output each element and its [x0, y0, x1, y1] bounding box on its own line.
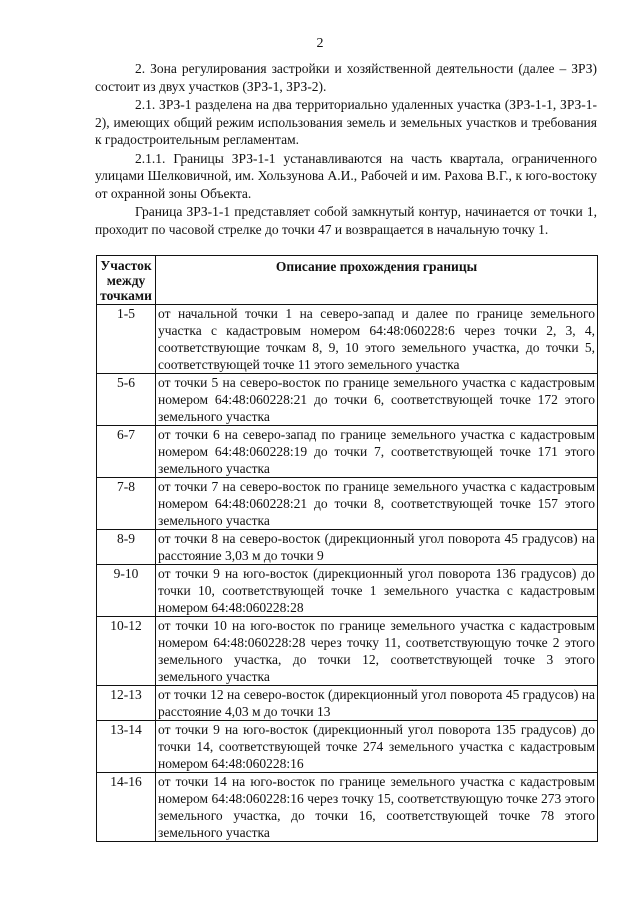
- table-row: [97, 773, 598, 842]
- intro-text: [95, 60, 597, 238]
- table-header-row: [97, 256, 598, 305]
- table-row: [97, 478, 598, 530]
- paragraph-zone: 2. Зона регулирования застройки и хозяйственной деятельности (далее – ЗРЗ) состоит из двух участков (ЗРЗ-1, ЗРЗ-2).: [95, 61, 597, 94]
- table-row: [97, 374, 598, 426]
- paragraph-contour: Граница ЗРЗ-1-1 представляет собой замкнутый контур, начинается от точки 1, проходит по часовой стрелке до точки 47 и возвращается в начальную точку 1.: [95, 204, 597, 237]
- description-cell: от точки 5 на северо-восток по границе земельного участка с кадастровым номером 64:48:060228:21 до точки 6, соответствующей точке 172 этого земельного участка: [156, 374, 598, 426]
- segment-cell: 5-6: [97, 374, 156, 426]
- page-number: 2: [316, 36, 324, 51]
- header-segment: Участок между точками: [97, 256, 156, 305]
- description-cell: от точки 6 на северо-запад по границе земельного участка с кадастровым номером 64:48:060228:19 до точки 7, соответствующей точке 171 этого земельного участка: [156, 426, 598, 478]
- segment-cell: 1-5: [97, 305, 156, 374]
- segment-cell: 6-7: [97, 426, 156, 478]
- segment-cell: 9-10: [97, 565, 156, 617]
- segment-cell: 8-9: [97, 530, 156, 565]
- table-row: [97, 530, 598, 565]
- segment-cell: 10-12: [97, 617, 156, 686]
- header-description: Описание прохождения границы: [156, 256, 598, 305]
- table-row: [97, 305, 598, 374]
- table-row: [97, 686, 598, 721]
- description-cell: от точки 8 на северо-восток (дирекционный угол поворота 45 градусов) на расстояние 3,03 м до точки 9: [156, 530, 598, 565]
- description-cell: от точки 10 на юго-восток по границе земельного участка с кадастровым номером 64:48:060228:28 через точку 11, соответствующую точке 2 этого земельного участка, до точки 12, соответствующей точке 3 этого земельного участка: [156, 617, 598, 686]
- paragraph-zrz1: 2.1. ЗРЗ-1 разделена на два территориально удаленных участка (ЗРЗ-1-1, ЗРЗ-1-2), имеющих общий режим использования земель и земельных участков и требования к градостроительным регламентам.: [95, 97, 597, 147]
- table-row: [97, 426, 598, 478]
- description-cell: от точки 7 на северо-восток по границе земельного участка с кадастровым номером 64:48:060228:21 до точки 8, соответствующей точке 157 этого земельного участка: [156, 478, 598, 530]
- segment-cell: 12-13: [97, 686, 156, 721]
- segment-cell: 14-16: [97, 773, 156, 842]
- table-row: [97, 721, 598, 773]
- table-body: [97, 305, 598, 842]
- segment-cell: 7-8: [97, 478, 156, 530]
- paragraph-zrz11-bounds: 2.1.1. Границы ЗРЗ-1-1 устанавливаются на часть квартала, ограниченного улицами Шелковичной, им. Хользунова А.И., Рабочей и им. Рахова В.Г., к юго-востоку от охранной зоны Объекта.: [95, 150, 597, 201]
- segment-cell: 13-14: [97, 721, 156, 773]
- boundary-table: [96, 255, 598, 842]
- description-cell: от точки 12 на северо-восток (дирекционный угол поворота 45 градусов) на расстояние 4,03 м до точки 13: [156, 686, 598, 721]
- table-row: [97, 565, 598, 617]
- description-cell: от начальной точки 1 на северо-запад и далее по границе земельного участка с кадастровым номером 64:48:060228:6 через точки 2, 3, 4, соответствующие точкам 8, 9, 10 этого земельного участка, до точки 5, соответствующей точке 11 этого земельного участка: [156, 305, 598, 374]
- description-cell: от точки 14 на юго-восток по границе земельного участка с кадастровым номером 64:48:060228:16 через точку 15, соответствующую точке 273 этого земельного участка, до точки 16, соответствующей точке 78 этого земельного участка: [156, 773, 598, 842]
- description-cell: от точки 9 на юго-восток (дирекционный угол поворота 136 градусов) до точки 10, соответствующей точке 1 земельного участка с кадастровым номером 64:48:060228:28: [156, 565, 598, 617]
- description-cell: от точки 9 на юго-восток (дирекционный угол поворота 135 градусов) до точки 14, соответствующей точке 274 земельного участка с кадастровым номером 64:48:060228:16: [156, 721, 598, 773]
- table-row: [97, 617, 598, 686]
